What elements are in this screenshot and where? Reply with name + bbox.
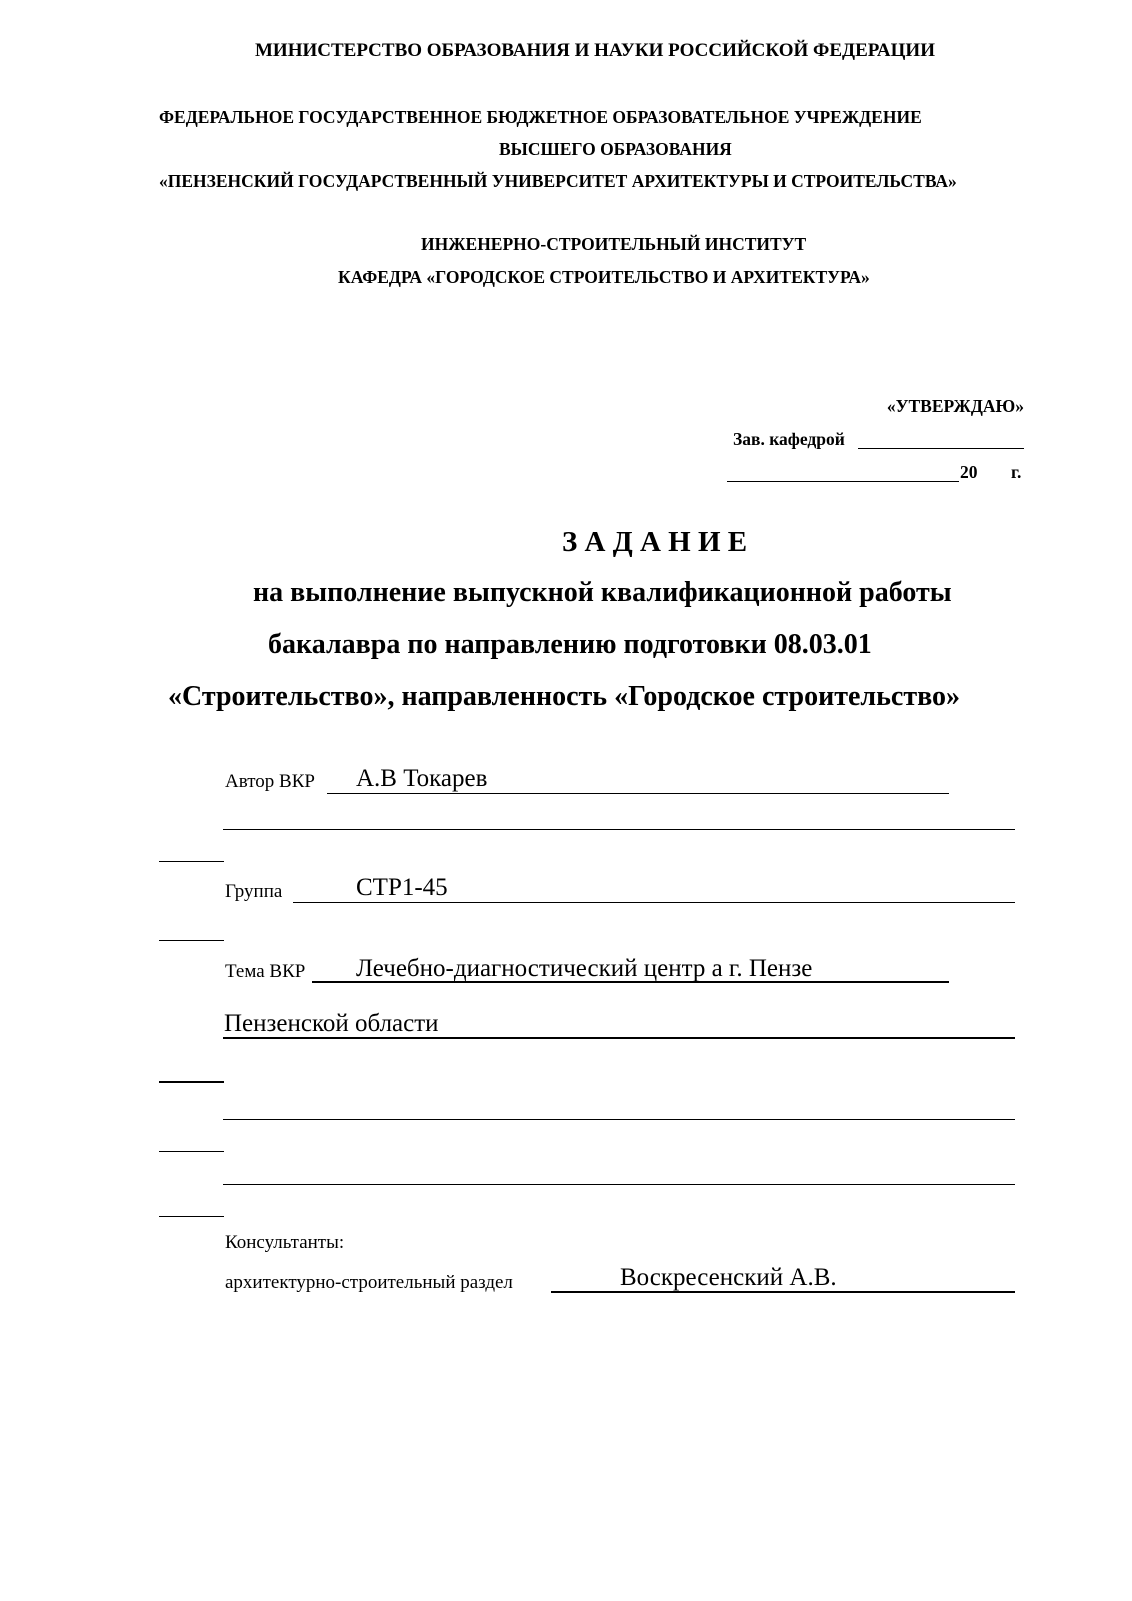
consultants-label: Консультанты: [225, 1232, 345, 1253]
arch-section-value: Воскресенский А.В. [620, 1264, 837, 1291]
margin-line-2 [159, 940, 224, 941]
head-of-department-label: Зав. кафедрой [733, 429, 845, 449]
task-line2: бакалавра по направлению подготовки 08.03.01 [268, 629, 872, 660]
margin-line-5 [159, 1216, 224, 1217]
approval-year-suffix: г. [1011, 462, 1022, 482]
task-line1: на выполнение выпускной квалификационной работы [253, 577, 952, 608]
blank-line-1 [223, 1119, 1015, 1120]
institution-heading-line2: ВЫСШЕГО ОБРАЗОВАНИЯ [499, 139, 732, 159]
group-underline [293, 902, 1015, 903]
institution-heading-line1: ФЕДЕРАЛЬНОЕ ГОСУДАРСТВЕННОЕ БЮДЖЕТНОЕ ОБРАЗОВАТЕЛЬНОЕ УЧРЕЖДЕНИЕ [159, 107, 922, 127]
approval-year-prefix: 20 [960, 462, 978, 482]
margin-line-4 [159, 1151, 224, 1152]
university-heading: «ПЕНЗЕНСКИЙ ГОСУДАРСТВЕННЫЙ УНИВЕРСИТЕТ АРХИТЕКТУРЫ И СТРОИТЕЛЬСТВА» [159, 171, 957, 191]
topic-value-line2: Пензенской области [224, 1010, 439, 1037]
approval-title: «УТВЕРЖДАЮ» [886, 396, 1024, 416]
head-signature-line [858, 448, 1024, 449]
task-title: З А Д А Н И Е [562, 526, 748, 558]
group-label: Группа [225, 881, 283, 902]
author-underline [327, 793, 949, 794]
author-label: Автор ВКР [225, 771, 315, 792]
group-value: СТР1-45 [356, 874, 448, 901]
topic-label: Тема ВКР [225, 961, 306, 982]
arch-section-label: архитектурно-строительный раздел [225, 1272, 513, 1293]
author-extra-line [223, 829, 1015, 830]
author-value: А.В Токарев [356, 765, 488, 792]
department-heading: КАФЕДРА «ГОРОДСКОЕ СТРОИТЕЛЬСТВО И АРХИТЕКТУРА» [338, 267, 870, 287]
margin-line-1 [159, 861, 224, 862]
blank-line-2 [223, 1184, 1015, 1185]
topic-value-line1: Лечебно-диагностический центр а г. Пензе [356, 955, 813, 982]
margin-line-3 [159, 1081, 224, 1083]
topic-underline-2 [223, 1037, 1015, 1039]
institute-heading: ИНЖЕНЕРНО-СТРОИТЕЛЬНЫЙ ИНСТИТУТ [421, 234, 807, 254]
ministry-heading: МИНИСТЕРСТВО ОБРАЗОВАНИЯ И НАУКИ РОССИЙСКОЙ ФЕДЕРАЦИИ [255, 40, 935, 61]
task-line3: «Строительство», направленность «Городское строительство» [168, 681, 961, 712]
approval-date-line [727, 481, 959, 482]
